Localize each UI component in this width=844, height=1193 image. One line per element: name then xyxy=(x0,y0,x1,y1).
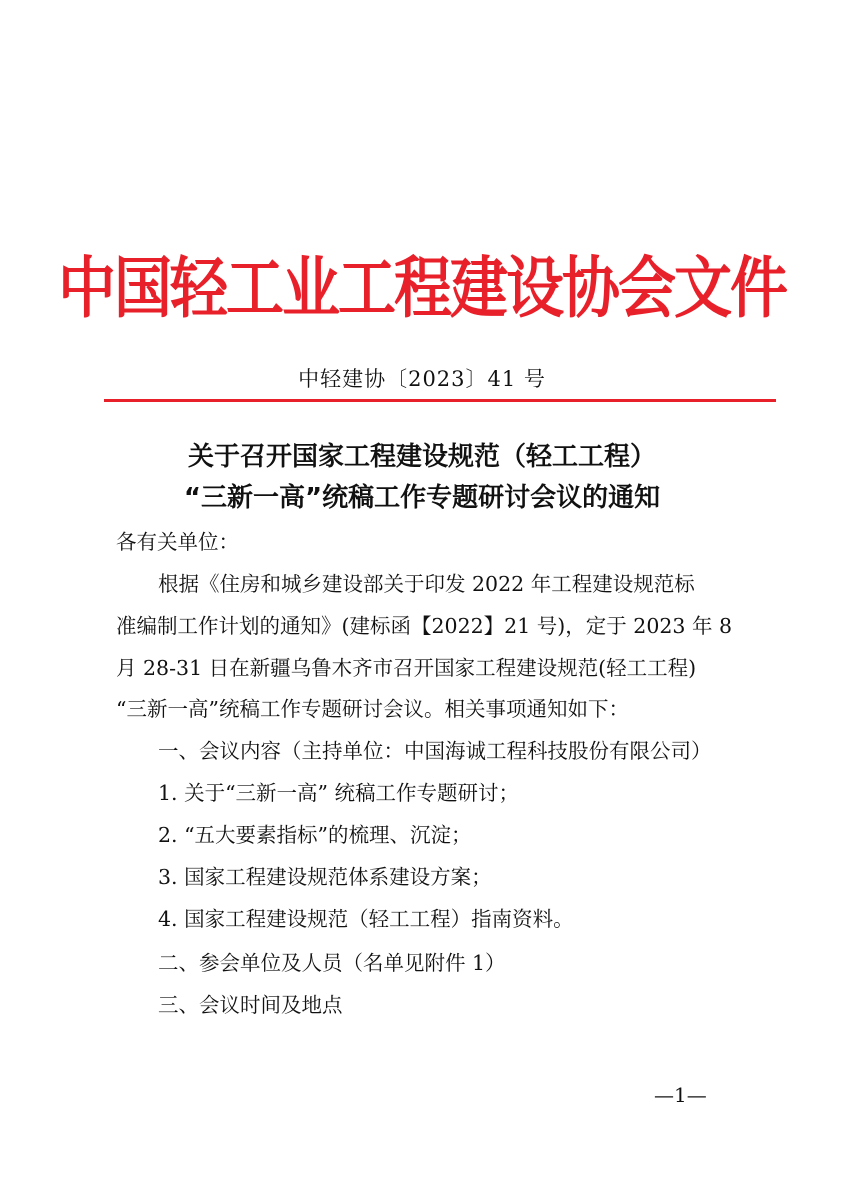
list-item: 4. 国家工程建设规范（轻工工程）指南资料。 xyxy=(158,907,574,931)
paragraph-line: 根据《住房和城乡建设部关于印发 2022 年工程建设规范标 xyxy=(158,572,695,596)
section-heading-1: 一、会议内容（主持单位：中国海诚工程科技股份有限公司） xyxy=(158,739,712,763)
masthead-title: 中国轻工业工程建设协会文件 xyxy=(57,248,786,328)
salutation: 各有关单位： xyxy=(116,530,239,554)
paragraph-line: “三新一高”统稿工作专题研讨会议。相关事项通知如下： xyxy=(116,697,629,721)
notice-title-line-2: “三新一高”统稿工作专题研讨会议的通知 xyxy=(183,483,661,513)
notice-title-line-1: 关于召开国家工程建设规范（轻工工程） xyxy=(187,442,656,472)
red-divider-rule xyxy=(104,399,776,402)
list-item: 2. “五大要素指标”的梳理、沉淀； xyxy=(158,823,472,847)
document-number: 中轻建协〔2023〕41 号 xyxy=(298,367,546,391)
section-heading-3: 三、会议时间及地点 xyxy=(158,993,343,1017)
page-number: —1— xyxy=(654,1083,707,1107)
list-item: 1. 关于“三新一高” 统稿工作专题研讨； xyxy=(158,781,520,805)
list-item: 3. 国家工程建设规范体系建设方案； xyxy=(158,865,492,889)
section-heading-2: 二、参会单位及人员（名单见附件 1） xyxy=(158,951,506,975)
paragraph-line: 月 28-31 日在新疆乌鲁木齐市召开国家工程建设规范(轻工工程) xyxy=(116,656,697,680)
paragraph-line: 准编制工作计划的通知》(建标函【2022】21 号)，定于 2023 年 8 xyxy=(116,614,733,638)
